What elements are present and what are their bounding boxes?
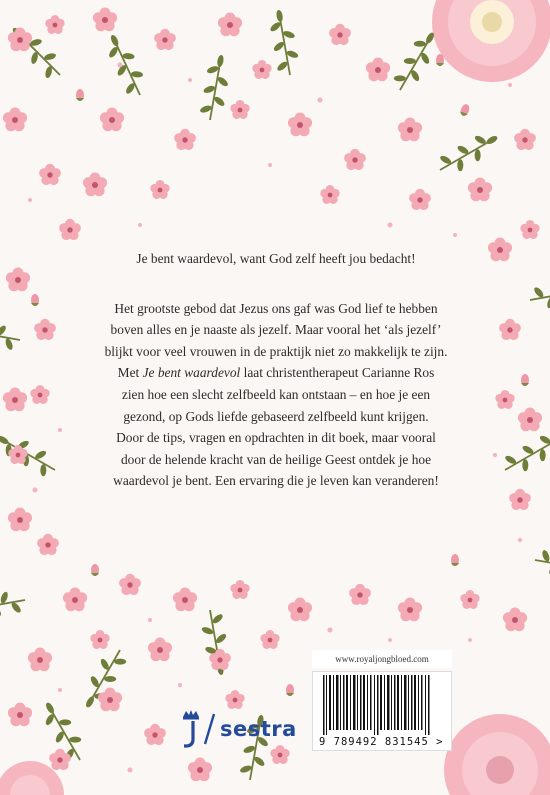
crown-j-icon: [180, 709, 202, 749]
blurb-line-suffix: laat christentherapeut Carianne Ros: [240, 365, 435, 381]
tagline: Je bent waardevol, want God zelf heeft jou bedacht!: [136, 251, 416, 266]
blurb-line: waardevol je bent. Een ervaring die je leven kan veranderen!: [113, 473, 439, 489]
book-title: Je bent waardevol: [142, 365, 241, 381]
isbn-number: 9 789492 831545 >: [319, 736, 444, 748]
blurb-line-prefix: Met: [117, 365, 143, 381]
large-flower-top-right: [432, 0, 550, 82]
publisher-url: www.royaljongbloed.com: [312, 650, 452, 668]
blurb-line: [70, 362, 482, 384]
slash-icon: [202, 712, 216, 746]
blurb-line: zien hoe een slecht zelfbeeld kan ontstaan – en hoe je een: [121, 386, 431, 402]
blurb-line: Het grootste gebod dat Jezus ons gaf was God lief te hebben: [114, 300, 438, 316]
publisher-logo: [180, 706, 320, 752]
blurb: [70, 298, 482, 492]
large-flower-bottom-right: [444, 714, 550, 795]
blurb-line: boven alles en je naaste als jezelf. Maar vooral het ‘als jezelf’: [110, 322, 442, 338]
blurb-line: door de helende kracht van de heilige Geest ontdek je hoe: [120, 451, 432, 467]
blurb-line: Door de tips, vragen en opdrachten in dit boek, maar vooral: [116, 430, 436, 446]
isbn-barcode: [312, 671, 452, 751]
logo-text: sestra: [220, 717, 297, 741]
blurb-line: blijkt voor veel vrouwen in de praktijk niet zo makkelijk te zijn.: [104, 343, 448, 359]
blurb-line: gezond, op Gods liefde gebaseerd zelfbeeld kunt krijgen.: [123, 408, 429, 424]
barcode-bars: [313, 675, 451, 737]
back-cover-text: [70, 248, 482, 492]
